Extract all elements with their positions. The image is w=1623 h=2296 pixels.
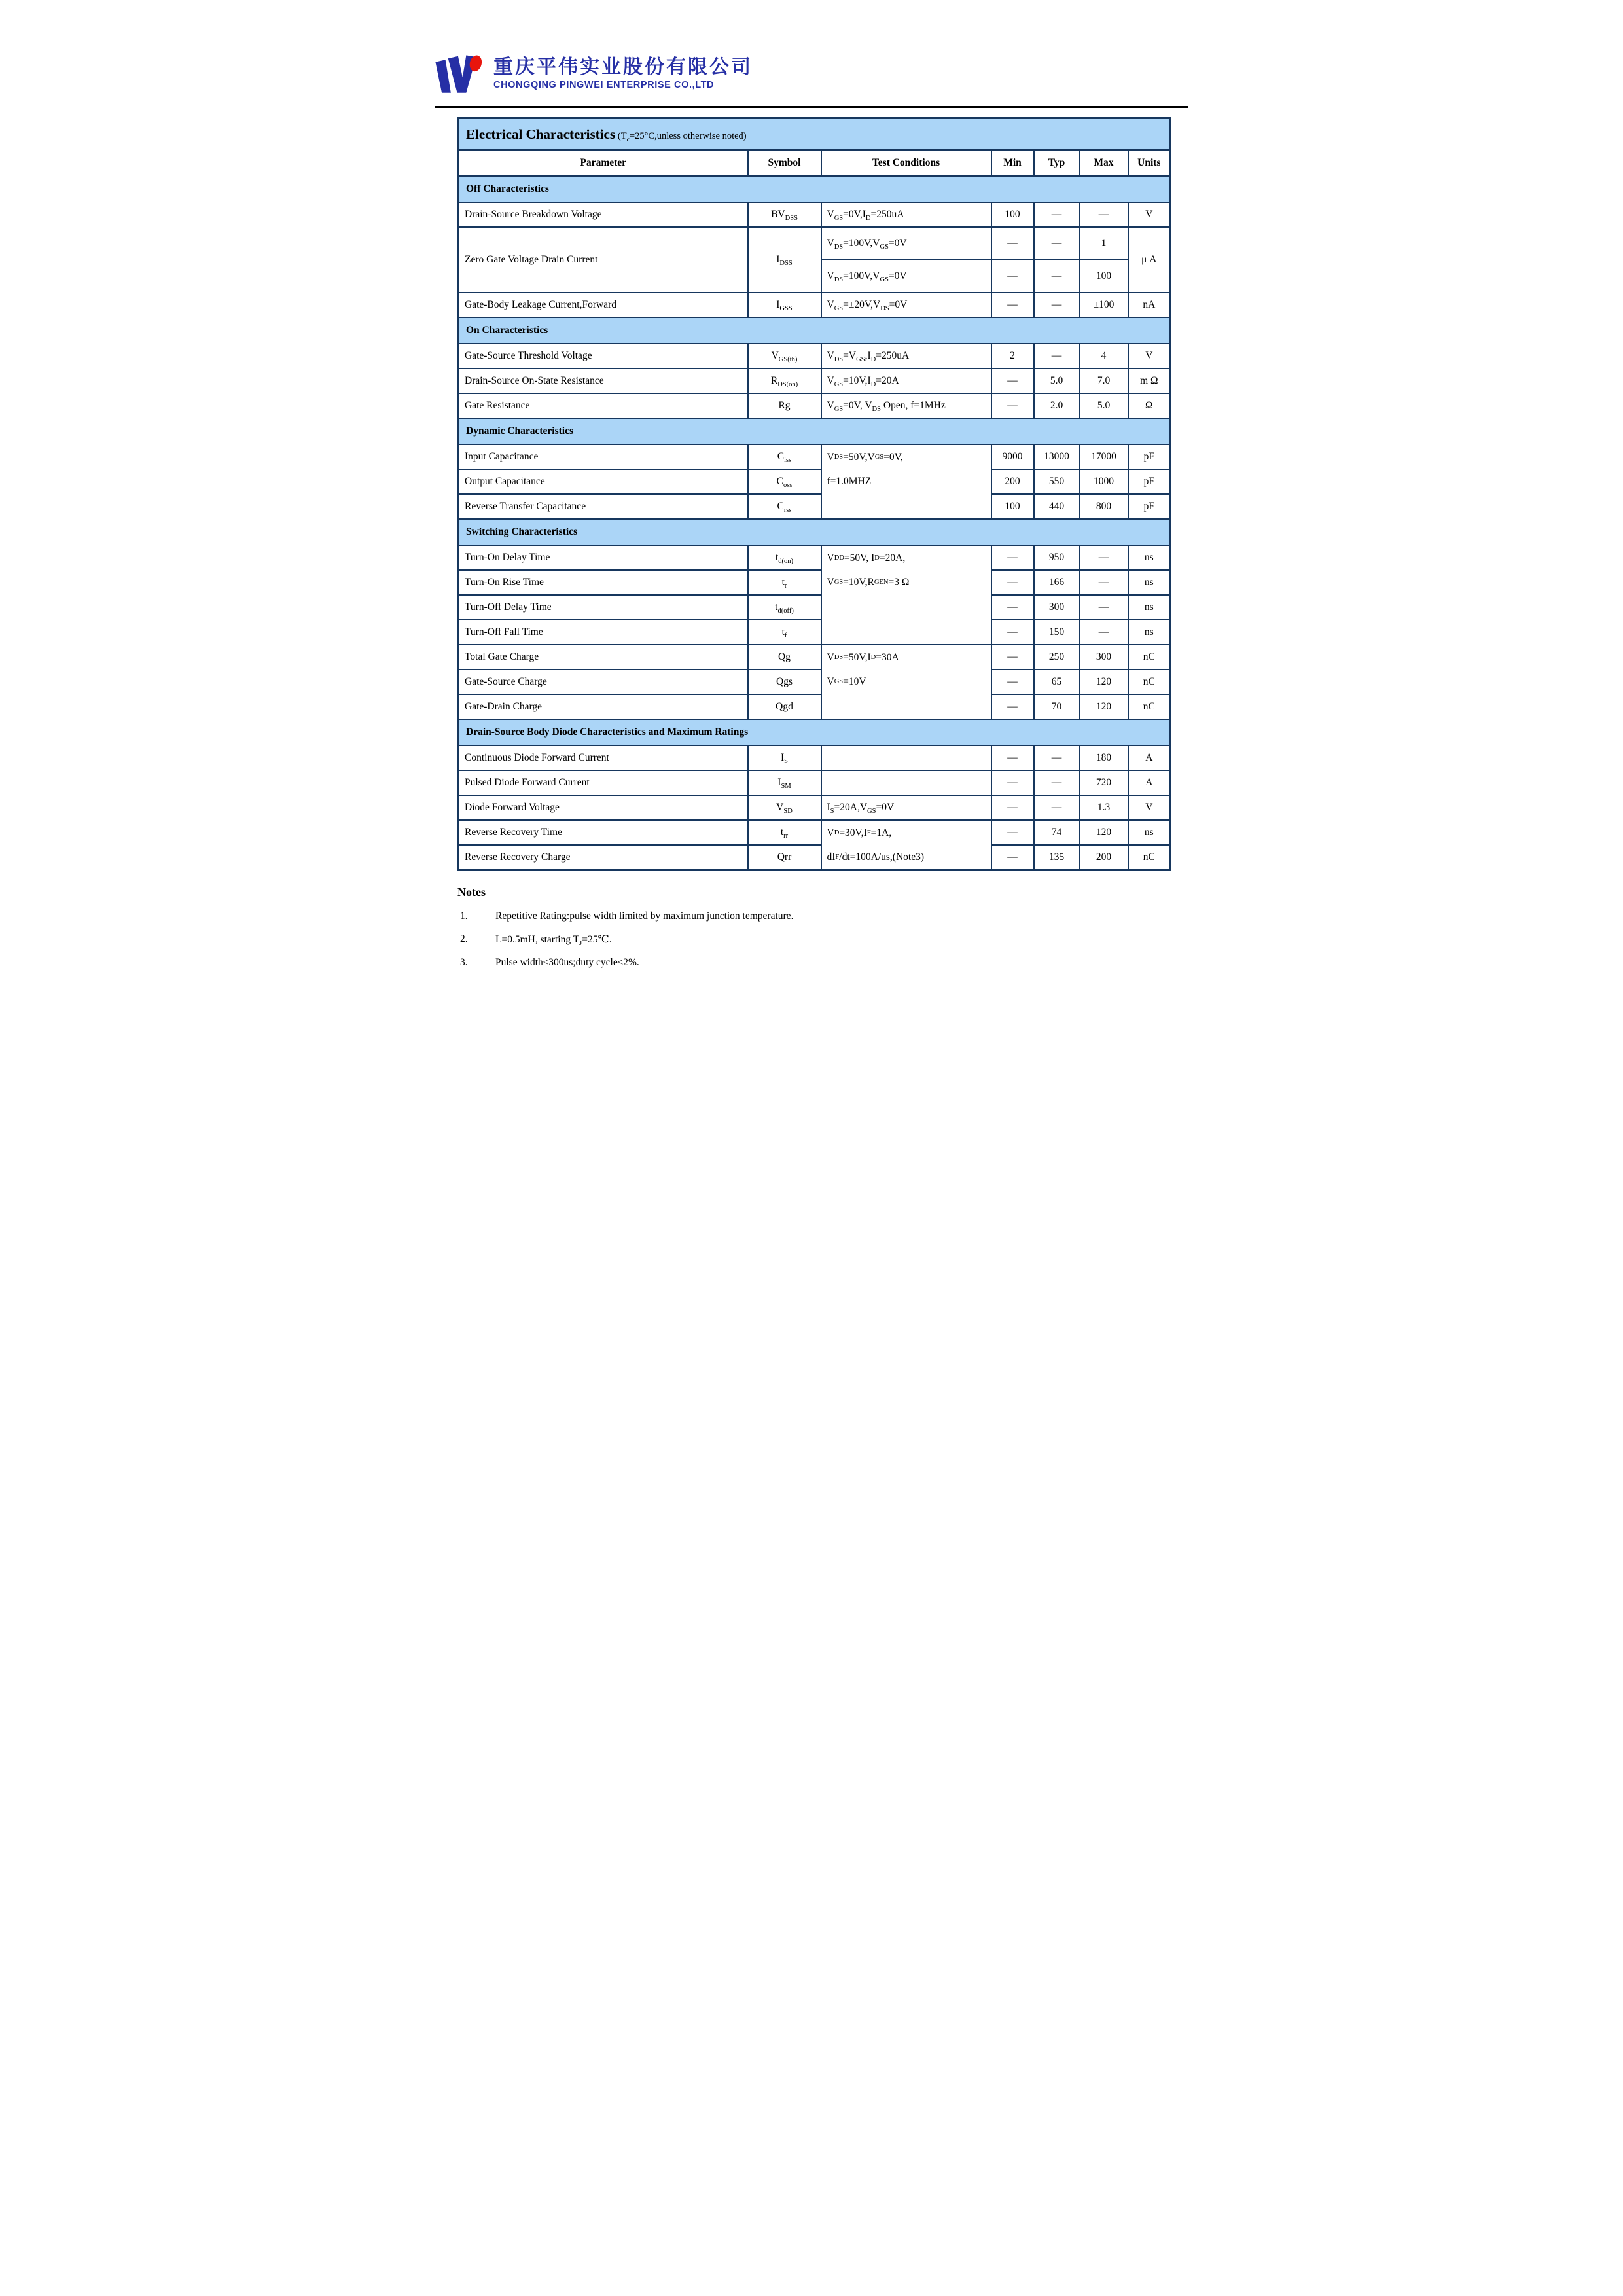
cell-max: 120: [1080, 694, 1128, 719]
table-row: [459, 202, 1171, 227]
cell-parameter: Drain-Source Breakdown Voltage: [459, 202, 748, 227]
company-name-cn: 重庆平伟实业股份有限公司: [493, 56, 753, 79]
cell-typ: 5.0: [1034, 368, 1080, 393]
note-text: Pulse width≤300us;duty cycle≤2%.: [495, 957, 639, 968]
notes-list: [457, 910, 1169, 969]
cell-units: nC: [1128, 645, 1171, 670]
cell-max: 17000: [1080, 444, 1128, 469]
cell-min: —: [991, 368, 1034, 393]
note-item: [457, 910, 1169, 922]
cell-symbol: $t_r$: [748, 570, 821, 595]
cell-parameter: Gate Resistance: [459, 393, 748, 418]
brand-header: [435, 43, 1188, 103]
table-row: [459, 494, 1171, 519]
table-row: [459, 595, 1171, 620]
cell-symbol: $C_{iss}$: [748, 444, 821, 469]
cell-units: A: [1128, 770, 1171, 795]
cell-parameter: Turn-Off Fall Time: [459, 620, 748, 645]
cell-min: —: [991, 545, 1034, 570]
cell-max: —: [1080, 202, 1128, 227]
column-header-typ: Typ: [1034, 150, 1080, 176]
cell-max: 720: [1080, 770, 1128, 795]
cell-typ: 300: [1034, 595, 1080, 620]
cell-max: —: [1080, 620, 1128, 645]
cell-parameter: Turn-On Delay Time: [459, 545, 748, 570]
table-row: [459, 745, 1171, 770]
cell-units: pF: [1128, 469, 1171, 494]
cell-symbol: $I_{SM}$: [748, 770, 821, 795]
note-number: 3.: [460, 957, 468, 968]
cell-symbol: $t_{d(on)}$: [748, 545, 821, 570]
section-header: Switching Characteristics: [459, 519, 1171, 545]
notes-section: [457, 886, 1169, 969]
table-title-cell: [459, 118, 1171, 151]
table-row: [459, 368, 1171, 393]
condition-line: V DS =50V,V GS =0V,: [827, 451, 903, 463]
cell-test-conditions: [821, 444, 991, 519]
section-header-row: [459, 418, 1171, 444]
cell-symbol: $t_{rr}$: [748, 820, 821, 845]
section-header-row: [459, 176, 1171, 202]
cell-symbol: Qgd: [748, 694, 821, 719]
cell-test-conditions: $V_{GS}=\pm 20V,V_{DS}=0V$: [821, 293, 991, 317]
cell-parameter: Gate-Source Charge: [459, 670, 748, 694]
condition-line: dI F /dt=100A/us,(Note3): [827, 851, 924, 863]
cell-test-conditions: $V_{GS}=0V$, $V_{DS}$ Open, f=1MHz: [821, 393, 991, 418]
cell-symbol: $I_{DSS}$: [748, 227, 821, 293]
company-name-block: [493, 56, 753, 90]
company-logo: [435, 52, 484, 94]
cell-max: 100: [1080, 260, 1128, 293]
condition-line: V DS =50V,I D =30A: [827, 651, 899, 663]
cell-units: A: [1128, 745, 1171, 770]
cell-max: —: [1080, 545, 1128, 570]
notes-heading: Notes: [457, 886, 486, 899]
cell-symbol: $C_{oss}$: [748, 469, 821, 494]
table-row: [459, 545, 1171, 570]
cell-units: V: [1128, 344, 1171, 368]
cell-units: pF: [1128, 444, 1171, 469]
cell-typ: —: [1034, 795, 1080, 820]
table-row: [459, 444, 1171, 469]
note-text: L=0.5mH, starting $T_J=25℃$.: [495, 934, 612, 948]
cell-units: μ A: [1128, 227, 1171, 293]
cell-max: 120: [1080, 820, 1128, 845]
cell-typ: —: [1034, 227, 1080, 260]
cell-symbol: $BV_{DSS}$: [748, 202, 821, 227]
cell-max: 4: [1080, 344, 1128, 368]
cell-typ: 74: [1034, 820, 1080, 845]
column-header-row: [459, 150, 1171, 176]
cell-typ: —: [1034, 344, 1080, 368]
cell-units: ns: [1128, 595, 1171, 620]
cell-min: —: [991, 620, 1034, 645]
condition-line: f=1.0MHZ: [827, 475, 872, 487]
cell-parameter: Turn-On Rise Time: [459, 570, 748, 595]
electrical-characteristics-table: [457, 117, 1171, 871]
cell-max: 5.0: [1080, 393, 1128, 418]
cell-typ: 2.0: [1034, 393, 1080, 418]
cell-typ: 70: [1034, 694, 1080, 719]
cell-test-conditions: [821, 545, 991, 645]
cell-symbol: Qg: [748, 645, 821, 670]
cell-units: m Ω: [1128, 368, 1171, 393]
cell-test-conditions: $V_{GS}=0V,I_D=250uA$: [821, 202, 991, 227]
cell-symbol: Qgs: [748, 670, 821, 694]
column-header-test-conditions: Test Conditions: [821, 150, 991, 176]
cell-symbol: $V_{GS(th)}$: [748, 344, 821, 368]
cell-test-conditions: [821, 820, 991, 870]
cell-min: —: [991, 293, 1034, 317]
cell-min: 100: [991, 202, 1034, 227]
column-header-units: Units: [1128, 150, 1171, 176]
cell-test-conditions: [821, 770, 991, 795]
cell-parameter: Gate-Drain Charge: [459, 694, 748, 719]
table-row: [459, 620, 1171, 645]
cell-parameter: Input Capacitance: [459, 444, 748, 469]
cell-parameter: Continuous Diode Forward Current: [459, 745, 748, 770]
cell-min: —: [991, 770, 1034, 795]
cell-min: —: [991, 694, 1034, 719]
cell-units: nC: [1128, 694, 1171, 719]
condition-line: V DD =50V, I D =20A,: [827, 552, 906, 564]
cell-max: 120: [1080, 670, 1128, 694]
table-row: [459, 820, 1171, 845]
cell-parameter: Drain-Source On-State Resistance: [459, 368, 748, 393]
company-name-en: CHONGQING PINGWEI ENTERPRISE CO.,LTD: [493, 80, 715, 90]
cell-max: 300: [1080, 645, 1128, 670]
cell-units: nA: [1128, 293, 1171, 317]
section-header-row: [459, 519, 1171, 545]
cell-units: ns: [1128, 620, 1171, 645]
cell-parameter: Gate-Body Leakage Current,Forward: [459, 293, 748, 317]
cell-max: ±100: [1080, 293, 1128, 317]
table-title: Electrical Characteristics: [466, 126, 615, 142]
cell-test-conditions: [821, 645, 991, 719]
cell-units: V: [1128, 795, 1171, 820]
column-header-symbol: Symbol: [748, 150, 821, 176]
note-text: Repetitive Rating:pulse width limited by maximum junction temperature.: [495, 910, 794, 922]
cell-parameter: Reverse Recovery Time: [459, 820, 748, 845]
table-row: [459, 393, 1171, 418]
cell-min: —: [991, 260, 1034, 293]
cell-max: 1000: [1080, 469, 1128, 494]
cell-units: nC: [1128, 670, 1171, 694]
condition-line: V GS =10V,R GEN =3 Ω: [827, 576, 910, 588]
cell-min: —: [991, 795, 1034, 820]
cell-min: —: [991, 745, 1034, 770]
cell-typ: 166: [1034, 570, 1080, 595]
cell-min: —: [991, 595, 1034, 620]
cell-units: pF: [1128, 494, 1171, 519]
cell-symbol: Qrr: [748, 845, 821, 870]
cell-test-conditions: $V_{DS}=100V,V_{GS}=0V$: [821, 227, 991, 260]
cell-min: —: [991, 570, 1034, 595]
cell-typ: 440: [1034, 494, 1080, 519]
cell-min: —: [991, 393, 1034, 418]
table-row: [459, 670, 1171, 694]
cell-max: 1: [1080, 227, 1128, 260]
datasheet-page: [406, 0, 1217, 1148]
cell-test-conditions: [821, 745, 991, 770]
cell-typ: 150: [1034, 620, 1080, 645]
cell-max: —: [1080, 570, 1128, 595]
cell-units: nC: [1128, 845, 1171, 870]
cell-typ: —: [1034, 770, 1080, 795]
cell-symbol: $I_S$: [748, 745, 821, 770]
cell-typ: 65: [1034, 670, 1080, 694]
cell-test-conditions: $I_S=20A,V_{GS}=0V$: [821, 795, 991, 820]
cell-parameter: Zero Gate Voltage Drain Current: [459, 227, 748, 293]
note-number: 1.: [460, 910, 468, 922]
cell-symbol: $R_{DS(on)}$: [748, 368, 821, 393]
cell-min: 100: [991, 494, 1034, 519]
cell-min: —: [991, 820, 1034, 845]
cell-typ: —: [1034, 293, 1080, 317]
table-row: [459, 344, 1171, 368]
condition-line: V D =30V,I F =1A,: [827, 827, 892, 838]
cell-typ: 13000: [1034, 444, 1080, 469]
table-row: [459, 293, 1171, 317]
note-item: [457, 957, 1169, 969]
cell-max: 800: [1080, 494, 1128, 519]
cell-typ: 950: [1034, 545, 1080, 570]
table-row: [459, 770, 1171, 795]
cell-units: V: [1128, 202, 1171, 227]
column-header-parameter: Parameter: [459, 150, 748, 176]
cell-test-conditions: $V_{DS}=V_{GS},I_D=250uA$: [821, 344, 991, 368]
section-header: Dynamic Characteristics: [459, 418, 1171, 444]
table-row: [459, 645, 1171, 670]
cell-max: 180: [1080, 745, 1128, 770]
cell-test-conditions: $V_{DS}=100V,V_{GS}=0V$: [821, 260, 991, 293]
cell-units: ns: [1128, 545, 1171, 570]
table-title-row: [459, 118, 1171, 151]
table-row: [459, 570, 1171, 595]
cell-max: —: [1080, 595, 1128, 620]
cell-max: 7.0: [1080, 368, 1128, 393]
cell-typ: 550: [1034, 469, 1080, 494]
cell-parameter: Gate-Source Threshold Voltage: [459, 344, 748, 368]
cell-typ: 250: [1034, 645, 1080, 670]
cell-parameter: Diode Forward Voltage: [459, 795, 748, 820]
cell-units: ns: [1128, 570, 1171, 595]
column-header-max: Max: [1080, 150, 1128, 176]
note-number: 2.: [460, 933, 468, 944]
column-header-min: Min: [991, 150, 1034, 176]
cell-symbol: $I_{GSS}$: [748, 293, 821, 317]
cell-min: —: [991, 645, 1034, 670]
section-header: On Characteristics: [459, 317, 1171, 344]
cell-typ: 135: [1034, 845, 1080, 870]
table-row: [459, 469, 1171, 494]
table-row: [459, 694, 1171, 719]
condition-line: V GS =10V: [827, 675, 866, 687]
table-row: [459, 845, 1171, 870]
cell-max: 200: [1080, 845, 1128, 870]
table-title-note: ($T_c=25^\circ C,unless$ otherwise noted): [617, 130, 747, 143]
cell-symbol: Rg: [748, 393, 821, 418]
note-item: [457, 933, 1169, 946]
company-logo-icon: [435, 52, 484, 94]
cell-typ: —: [1034, 745, 1080, 770]
section-header: Drain-Source Body Diode Characteristics and Maximum Ratings: [459, 719, 1171, 745]
header-rule: [435, 106, 1188, 108]
cell-min: 2: [991, 344, 1034, 368]
cell-min: 200: [991, 469, 1034, 494]
cell-symbol: $t_f$: [748, 620, 821, 645]
cell-parameter: Reverse Transfer Capacitance: [459, 494, 748, 519]
table-row: [459, 227, 1171, 260]
cell-parameter: Turn-Off Delay Time: [459, 595, 748, 620]
cell-symbol: $t_{d(off)}$: [748, 595, 821, 620]
cell-parameter: Reverse Recovery Charge: [459, 845, 748, 870]
cell-parameter: Pulsed Diode Forward Current: [459, 770, 748, 795]
cell-typ: —: [1034, 260, 1080, 293]
cell-parameter: Output Capacitance: [459, 469, 748, 494]
cell-units: ns: [1128, 820, 1171, 845]
cell-symbol: $V_{SD}$: [748, 795, 821, 820]
cell-min: —: [991, 227, 1034, 260]
section-header-row: [459, 719, 1171, 745]
cell-symbol: $C_{rss}$: [748, 494, 821, 519]
section-header: Off Characteristics: [459, 176, 1171, 202]
cell-parameter: Total Gate Charge: [459, 645, 748, 670]
section-header-row: [459, 317, 1171, 344]
cell-test-conditions: $V_{GS}=10V,I_D=20A$: [821, 368, 991, 393]
cell-min: —: [991, 845, 1034, 870]
cell-typ: —: [1034, 202, 1080, 227]
cell-max: 1.3: [1080, 795, 1128, 820]
table-row: [459, 795, 1171, 820]
cell-min: 9000: [991, 444, 1034, 469]
cell-units: Ω: [1128, 393, 1171, 418]
cell-min: —: [991, 670, 1034, 694]
